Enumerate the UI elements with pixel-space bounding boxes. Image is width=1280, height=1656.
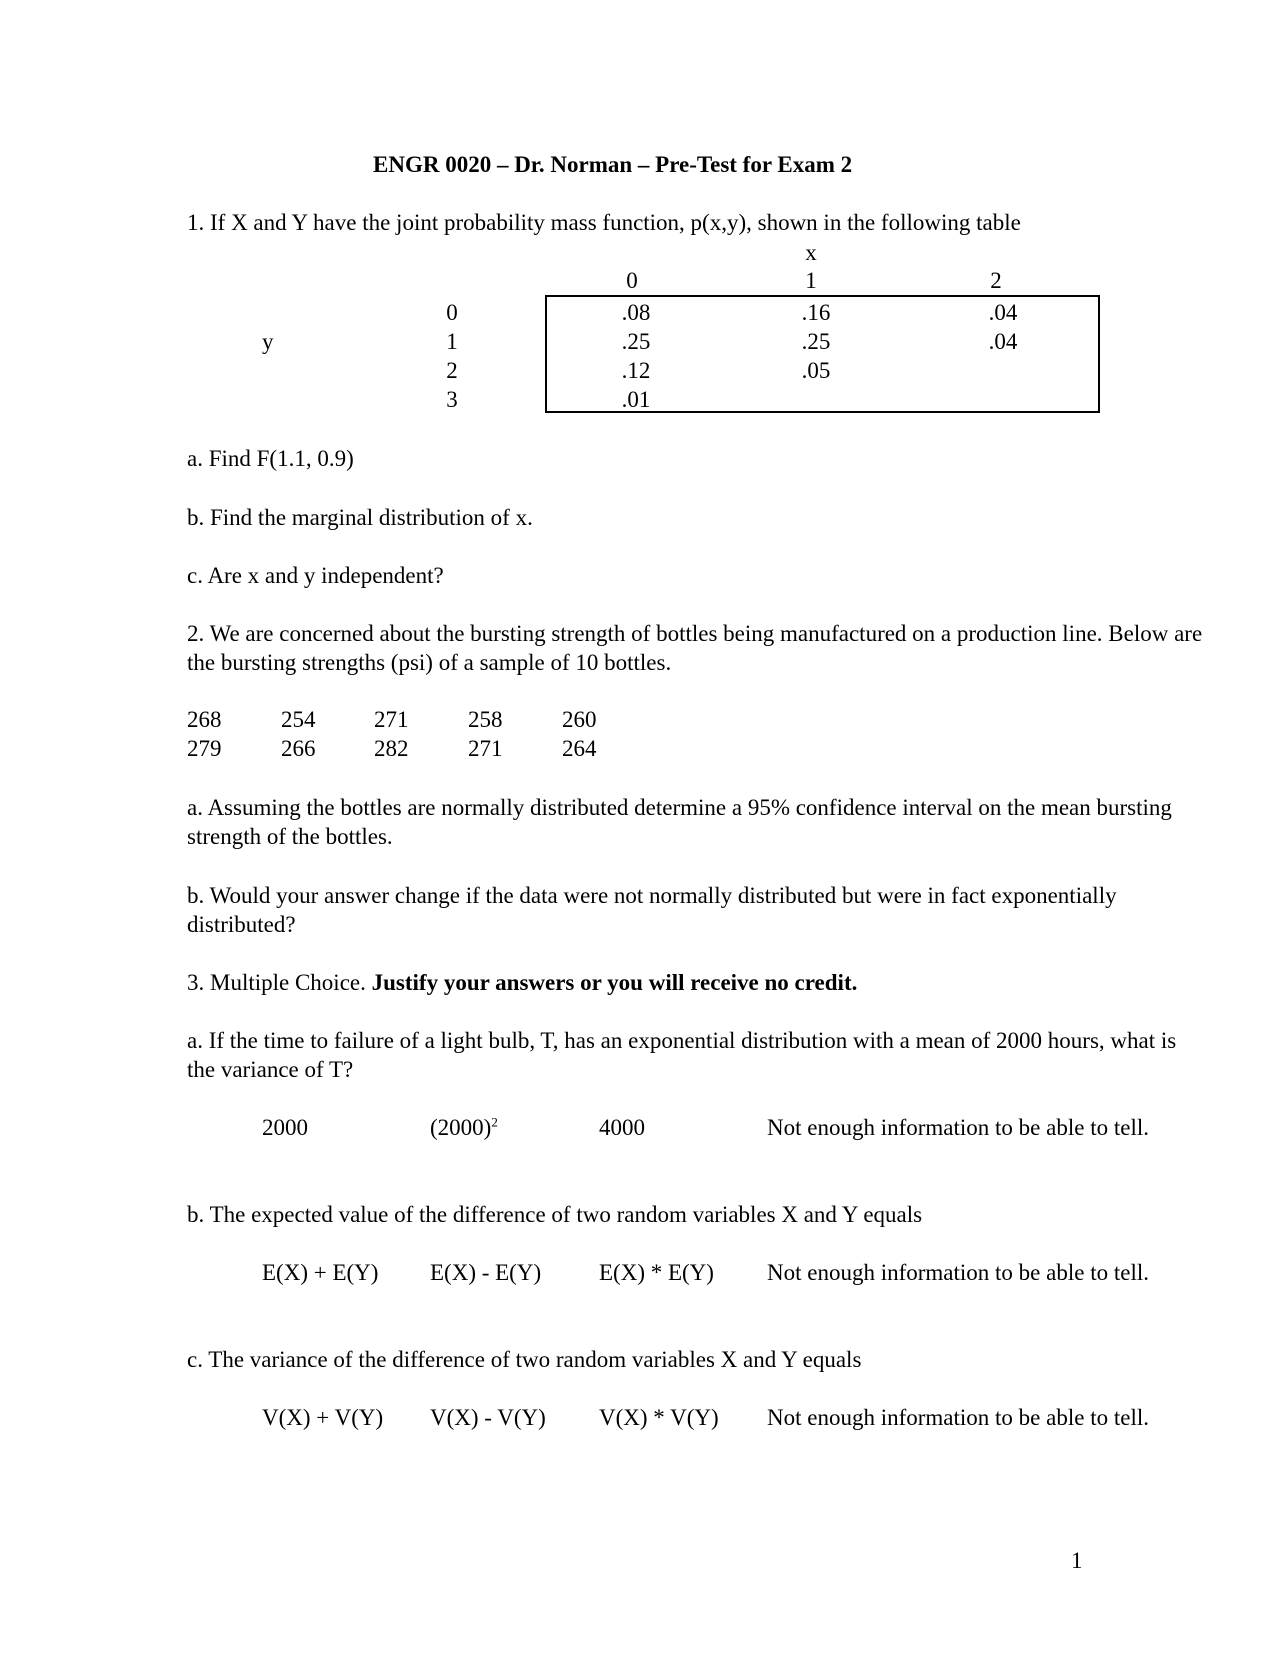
- q2-part-b: b. Would your answer change if the data were not normally distributed but were in fact exponentially distributed?: [187, 883, 1117, 937]
- y-value-2: 2: [446, 358, 458, 383]
- choice-option: E(X) - E(Y): [430, 1260, 542, 1285]
- choice-option: 2000: [262, 1115, 308, 1140]
- pmf-cell: .04: [988, 329, 1018, 354]
- x-axis-label: x: [805, 240, 817, 265]
- data-value: 282: [374, 736, 409, 761]
- choice-option: E(X) * E(Y): [599, 1260, 714, 1285]
- q3-intro: [187, 968, 857, 997]
- choice-option: V(X) + V(Y): [262, 1405, 384, 1430]
- choice-option: E(X) + E(Y): [262, 1260, 379, 1285]
- pmf-cell: .05: [801, 358, 831, 383]
- q3-intro-text: 3. Multiple Choice.: [187, 970, 372, 995]
- data-value: 264: [562, 736, 597, 761]
- data-value: 266: [281, 736, 316, 761]
- q1-intro: 1. If X and Y have the joint probability mass function, p(x,y), shown in the following table: [187, 210, 1021, 235]
- q1-part-c: c. Are x and y independent?: [187, 563, 444, 588]
- y-value-3: 3: [446, 387, 458, 412]
- choice-option: [430, 1113, 498, 1142]
- choice-option: Not enough information to be able to tell.: [767, 1260, 1149, 1285]
- pmf-cell: .04: [988, 300, 1018, 325]
- pmf-cell: .12: [621, 358, 651, 383]
- q1-part-b: b. Find the marginal distribution of x.: [187, 505, 533, 530]
- choice-option: 4000: [599, 1115, 645, 1140]
- q3-part-b-question: b. The expected value of the difference of two random variables X and Y equals: [187, 1202, 923, 1227]
- data-value: 258: [468, 707, 503, 732]
- x-value-0: 0: [626, 268, 638, 293]
- page-number: 1: [1071, 1548, 1083, 1573]
- q2-part-a: a. Assuming the bottles are normally distributed determine a 95% confidence interval on the mean bursting strength of the bottles.: [187, 795, 1172, 849]
- choice-option: Not enough information to be able to tell.: [767, 1405, 1149, 1430]
- page-title: ENGR 0020 – Dr. Norman – Pre-Test for Exam 2: [373, 152, 853, 177]
- pmf-cell: .25: [621, 329, 651, 354]
- data-value: 260: [562, 707, 597, 732]
- data-value: 271: [468, 736, 503, 761]
- q3-part-c-question: c. The variance of the difference of two random variables X and Y equals: [187, 1347, 862, 1372]
- pmf-cell: .01: [621, 387, 651, 412]
- pmf-cell: .25: [801, 329, 831, 354]
- choice-option-base: (2000): [430, 1115, 492, 1140]
- pmf-cell: .08: [621, 300, 651, 325]
- q1-part-a: a. Find F(1.1, 0.9): [187, 446, 354, 471]
- choice-option: V(X) - V(Y): [430, 1405, 546, 1430]
- data-value: 271: [374, 707, 409, 732]
- data-value: 254: [281, 707, 316, 732]
- q2-intro: 2. We are concerned about the bursting strength of bottles being manufactured on a production line. Below are the bursting strengths (psi) of a sample of 10 bottles.: [187, 621, 1203, 675]
- q3-intro-emphasis: Justify your answers or you will receive no credit.: [371, 970, 858, 995]
- data-value: 279: [187, 736, 222, 761]
- x-value-1: 1: [805, 268, 817, 293]
- y-axis-label: y: [262, 329, 274, 354]
- data-value: 268: [187, 707, 222, 732]
- y-value-0: 0: [446, 300, 458, 325]
- choice-option: V(X) * V(Y): [599, 1405, 719, 1430]
- pmf-cell: .16: [801, 300, 831, 325]
- y-value-1: 1: [446, 329, 458, 354]
- x-value-2: 2: [990, 268, 1002, 293]
- q3-part-a-question: a. If the time to failure of a light bulb, T, has an exponential distribution with a mean of 2000 hours, what is the variance of T?: [187, 1028, 1177, 1082]
- choice-option: Not enough information to be able to tell.: [767, 1115, 1149, 1140]
- choice-option-exponent: 2: [491, 1114, 498, 1130]
